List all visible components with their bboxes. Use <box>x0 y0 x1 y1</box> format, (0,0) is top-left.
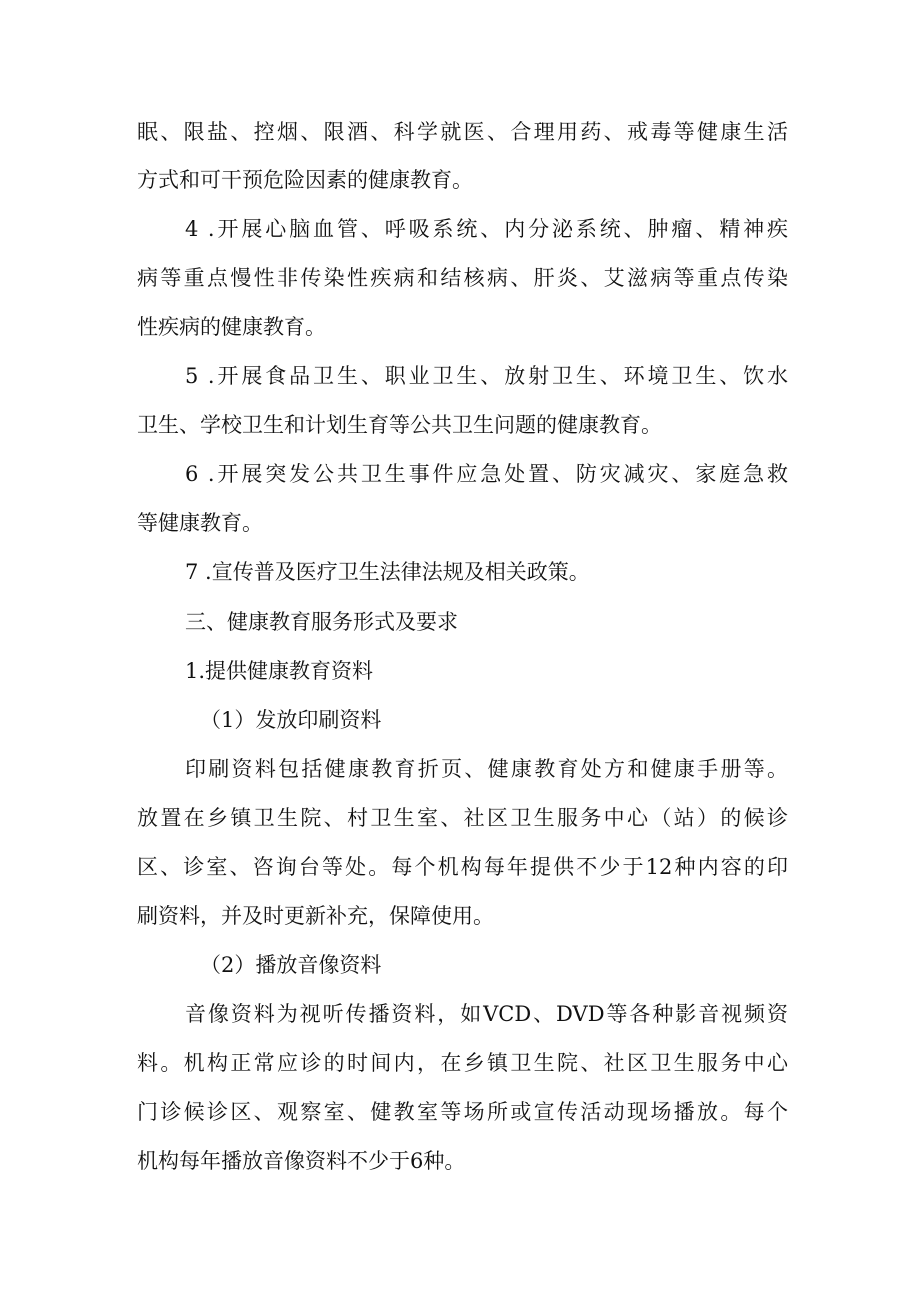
sub-subsection-heading: （1）发放印刷资料 <box>200 708 382 732</box>
text-line: 性疾病的健康教育。 <box>137 315 326 339</box>
paragraph-line: 放置在乡镇卫生院、村卫生室、社区卫生服务中心（站）的候诊 <box>137 806 788 830</box>
text-line: 眠、限盐、控烟、限酒、科学就医、合理用药、戒毒等健康生活 <box>137 120 788 144</box>
sub-subsection-heading: （2）播放音像资料 <box>200 953 382 977</box>
list-item-5: 5 .开展食品卫生、职业卫生、放射卫生、环境卫生、饮水 <box>185 364 788 388</box>
subsection-heading: 1.提供健康教育资料 <box>185 659 374 683</box>
paragraph-line: 刷资料，并及时更新补充，保障使用。 <box>137 904 494 928</box>
paragraph-line: 区、诊室、咨询台等处。每个机构每年提供不少于12种内容的印 <box>137 855 788 879</box>
list-item-4: 4 .开展心脑血管、呼吸系统、内分泌系统、肿瘤、精神疾 <box>185 217 788 241</box>
paragraph-line: 音像资料为视听传播资料，如VCD、DVD等各种影音视频资 <box>185 1002 788 1026</box>
paragraph-line: 料。机构正常应诊的时间内，在乡镇卫生院、社区卫生服务中心 <box>137 1051 788 1075</box>
text-line: 病等重点慢性非传染性疾病和结核病、肝炎、艾滋病等重点传染 <box>137 266 788 290</box>
text-line: 等健康教育。 <box>137 511 263 535</box>
section-heading: 三、健康教育服务形式及要求 <box>185 610 458 634</box>
paragraph-line: 印刷资料包括健康教育折页、健康教育处方和健康手册等。 <box>185 757 788 781</box>
text-line: 卫生、学校卫生和计划生育等公共卫生问题的健康教育。 <box>137 413 662 437</box>
paragraph-line: 门诊候诊区、观察室、健教室等场所或宣传活动现场播放。每个 <box>137 1100 788 1124</box>
list-item-6: 6 .开展突发公共卫生事件应急处置、防灾减灾、家庭急救 <box>185 462 788 486</box>
paragraph-line: 机构每年播放音像资料不少于6种。 <box>137 1149 466 1173</box>
list-item-7: 7 .宣传普及医疗卫生法律法规及相关政策。 <box>185 560 590 584</box>
text-line: 方式和可干预危险因素的健康教育。 <box>137 168 473 192</box>
